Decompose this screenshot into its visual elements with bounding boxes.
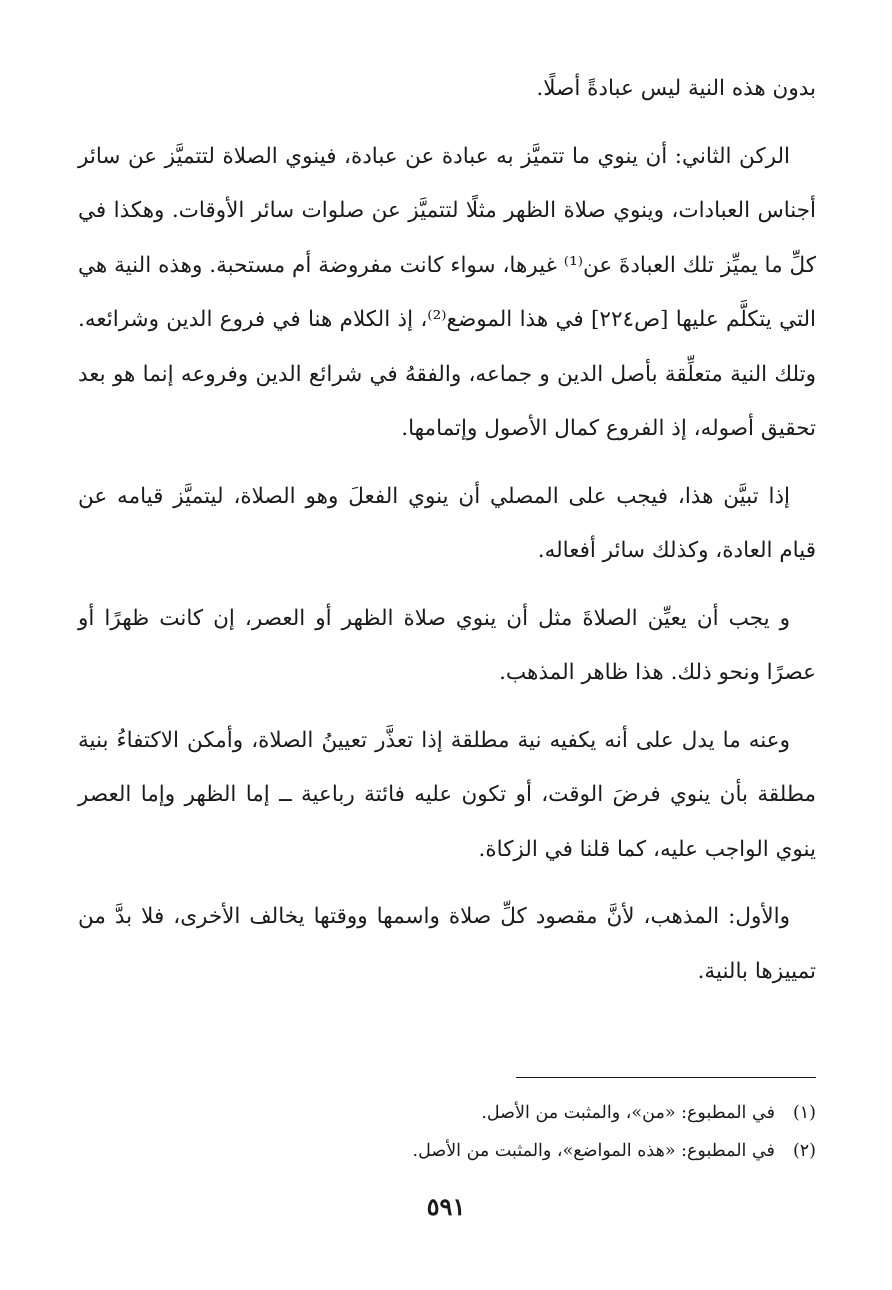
- paragraph-first-view: والأول: المذهب، لأنَّ مقصود كلِّ صلاة واسمها ووقتها يخالف الأخرى، فلا بدَّ من تمييزها بالنية.: [78, 904, 816, 984]
- paragraph-second-pillar: الركن الثاني: أن ينوي ما تتميَّز به عبادة عن عبادة، فينوي الصلاة لتتميَّز عن سائر أجناس العبادات، وينوي صلاة الظهر مثلًا لتتميَّز عن صلوات سائر الأوقات. وهكذا في كلِّ ما يميِّز تلك العبادةَ عن⁽¹⁾ غيرها، سواء كانت مفروضة أم مستحبة. وهذه النية هي التي يتكلَّم عليها [ص٢٢٤] في هذا الموضع⁽²⁾، إذ الكلام هنا في فروع الدين وشرائعه. وتلك النية متعلِّقة بأصل الدين و جماعه، والفقهُ في شرائع الدين وفروعه إنما هو بعد تحقيق أصوله، إذ الفروع كمال الأصول وإتمامها.: [78, 143, 817, 441]
- paragraph-intro: بدون هذه النية ليس عبادةً أصلًا.: [536, 76, 816, 101]
- footnote-number: (٢): [792, 1141, 816, 1161]
- footnote-number: (١): [792, 1103, 816, 1123]
- footnotes: [78, 1094, 816, 1170]
- paragraph-intention-act: إذا تبيَّن هذا، فيجب على المصلي أن ينوي الفعلَ وهو الصلاة، ليتميَّز قيامه عن قيام العادة، وكذلك سائر أفعاله.: [78, 483, 816, 563]
- footnote-text: في المطبوع: «هذه المواضع»، والمثبت من الأصل.: [412, 1141, 775, 1161]
- page-body: [78, 62, 816, 999]
- page-number: ٥٩١: [426, 1192, 466, 1221]
- footnote-2: [78, 1132, 816, 1170]
- paragraph-general-intention: وعنه ما يدل على أنه يكفيه نية مطلقة إذا تعذَّر تعيينُ الصلاة، وأمكن الاكتفاءُ بنية مطلقة بأن ينوي فرضَ الوقت، أو تكون عليه فائتة رباعية ــ إما الظهر وإما العصر ينوي الواجب عليه، كما قلنا في الزكاة.: [78, 727, 816, 862]
- paragraph-specify-prayer: و يجب أن يعيِّن الصلاةَ مثل أن ينوي صلاة الظهر أو العصر، إن كانت ظهرًا أو عصرًا ونحو ذلك. هذا ظاهر المذهب.: [78, 605, 816, 685]
- footnote-divider: [516, 1077, 816, 1078]
- footnote-text: في المطبوع: «من»، والمثبت من الأصل.: [481, 1103, 775, 1123]
- footnote-1: [78, 1094, 816, 1132]
